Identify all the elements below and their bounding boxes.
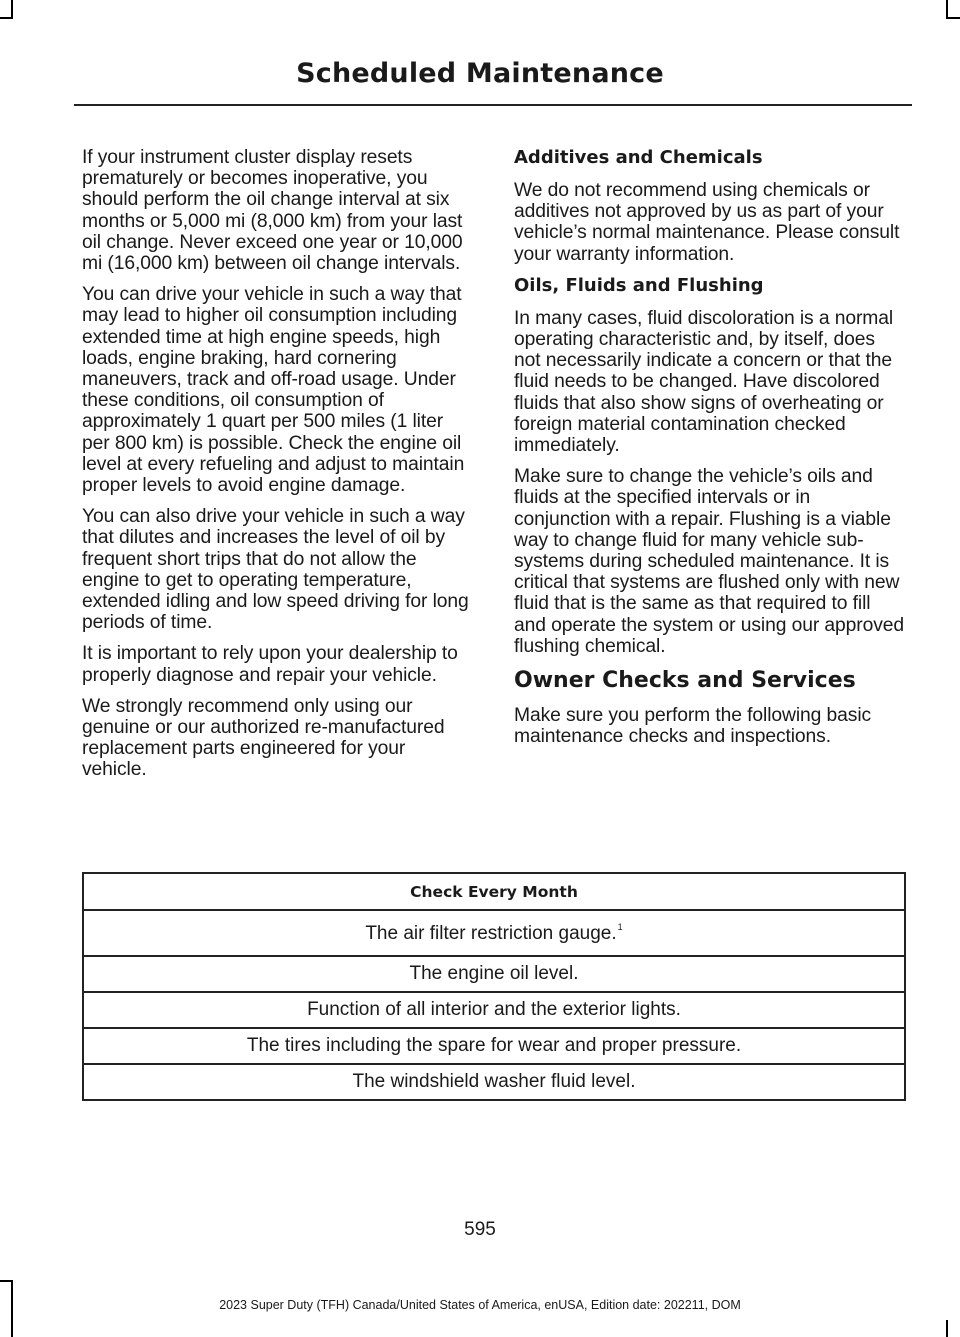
heading-oils-fluids: Oils, Fluids and Flushing [514,274,764,296]
table-cell-text: The air filter restriction gauge. [365,922,617,944]
paragraph-oil-dilution: You can also drive your vehicle in such a way that dilutes and increases the level of oil by frequent short trips that do not allow the engine to get to operating temperature, extended idling and low speed driving for long periods of time. [82,506,469,634]
paragraph-display-reset: If your instrument cluster display resets prematurely or becomes inoperative, you should perform the oil change interval at six months or 5,000 mi (8,000 km) from your last oil change. Never exceed one year or 10,000 mi (16,000 km) between oil change intervals. [82,147,463,275]
table-row [83,1064,905,1100]
crop-mark-top-left-h [0,17,13,19]
paragraph-oil-consumption: You can drive your vehicle in such a way that may lead to higher oil consumption including extended time at high engine speeds, high loads, engine braking, hard cornering maneuvers, track and off-road usage. Under these conditions, oil consumption of approximately 1 quart per 500 miles (1 liter per 800 km) is possible. Check the engine oil level at every refueling and adjust to maintain proper levels to avoid engine damage. [82,284,465,497]
table-header: Check Every Month [83,873,905,910]
heading-owner-checks: Owner Checks and Services [514,668,856,694]
footer-edition-info: 2023 Super Duty (TFH) Canada/United States of America, enUSA, Edition date: 202211, DOM [219,1298,741,1312]
table-row [83,910,905,956]
monthly-checks-table [82,872,906,1101]
left-column [82,147,474,791]
paragraph-fluid-discoloration: In many cases, fluid discoloration is a normal operating characteristic and, by itself, does not necessarily indicate a concern or that the fluid needs to be changed. Have discolored fluids that also show signs of overheating or foreign material contamination checked immediately. [514,307,894,457]
paragraph-genuine-parts: We strongly recommend only using our genuine or our authorized re-manufactured replacement parts engineered for your vehicle. [82,695,445,781]
table-row [83,992,905,1028]
paragraph-owner-checks: Make sure you perform the following basic maintenance checks and inspections. [514,705,872,748]
page-title: Scheduled Maintenance [296,58,664,89]
table-cell-text: The engine oil level. [83,956,905,992]
table-cell-text: Function of all interior and the exterior lights. [83,992,905,1028]
page-number: 595 [464,1219,496,1240]
crop-mark-bottom-left-h [0,1280,13,1282]
crop-mark-top-right-h [946,17,960,19]
paragraph-dealership: It is important to rely upon your dealership to properly diagnose and repair your vehicle. [82,643,458,686]
paragraph-flushing: Make sure to change the vehicle’s oils and fluids at the specified intervals or in conjunction with a repair. Flushing is a viable way to change fluid for many vehicle sub-systems during scheduled maintenance. It is critical that systems are flushed only with new fluid that is the same as that required to fill and operate the system or using our approved flushing chemical. [514,466,905,657]
crop-mark-bottom-right [946,1320,948,1337]
paragraph-additives: We do not recommend using chemicals or additives not approved by us as part of your vehicle’s normal maintenance. Please consult your warranty information. [514,180,900,265]
footnote-marker: 1 [617,921,623,932]
right-column [514,147,906,757]
table-cell-text: The windshield washer fluid level. [83,1064,905,1100]
header-rule [74,104,912,106]
table-row [83,1028,905,1064]
table-row [83,956,905,992]
table-cell-text: The tires including the spare for wear and proper pressure. [83,1028,905,1064]
heading-additives: Additives and Chemicals [514,147,763,168]
